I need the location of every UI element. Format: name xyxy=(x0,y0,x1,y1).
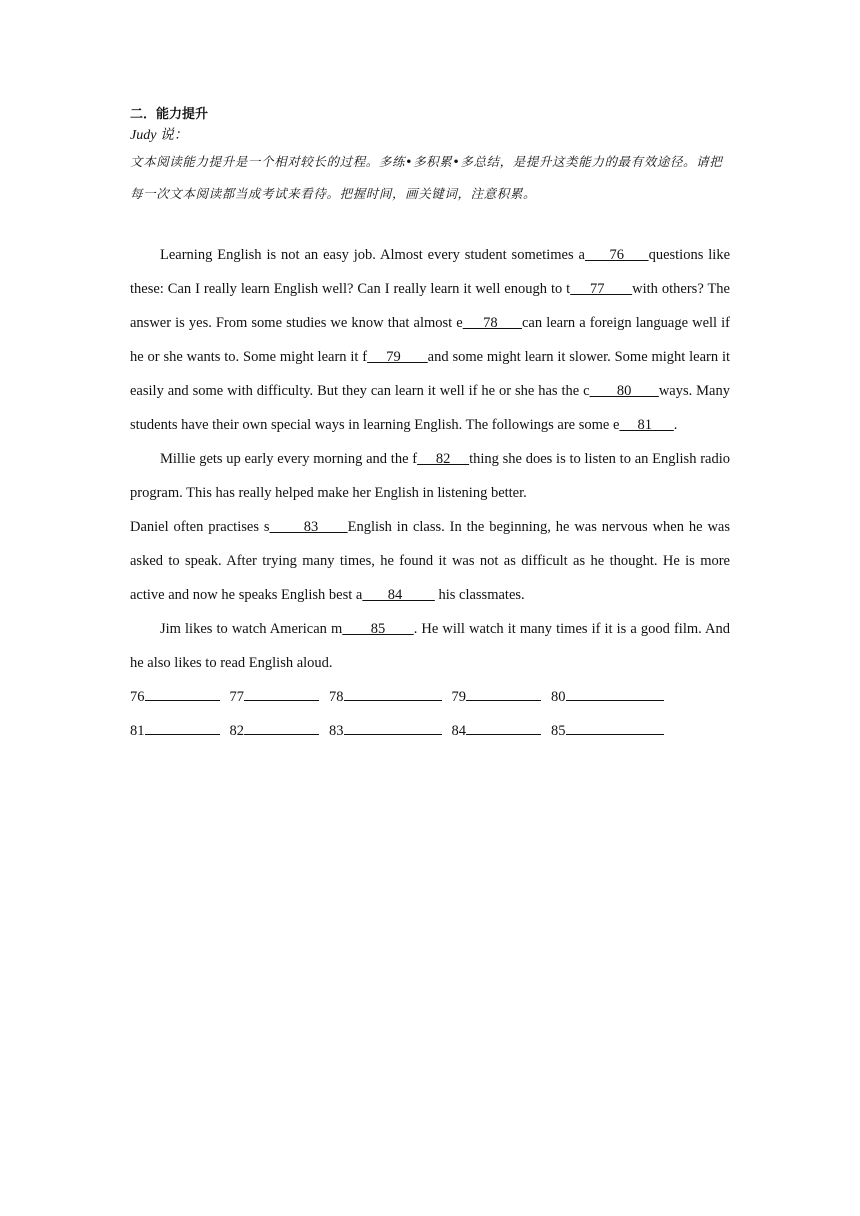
page-content xyxy=(130,104,730,748)
answer-item xyxy=(452,714,542,748)
intro-chinese-text: 文本阅读能力提升是一个相对较长的过程。多练•多积累•多总结，是提升这类能力的最有效途径。请把每一次文本阅读都当成考试来看待。把握时间，画关键词，注意积累。 xyxy=(130,154,723,201)
answer-number: 82 xyxy=(229,723,244,739)
passage-text: Millie gets up early every morning and the f xyxy=(160,451,418,467)
passage-text: English in class. In the beginning, he was nervous when he was asked to speak. After trying many times, he found it was not as difficult as he thought. He is more active and now he speaks English best a xyxy=(130,519,730,603)
blank-number: 84 xyxy=(362,587,435,603)
answer-number: 79 xyxy=(451,689,466,705)
answer-item xyxy=(329,680,442,714)
answer-blank-line[interactable] xyxy=(344,722,442,735)
answer-number: 76 xyxy=(130,689,145,705)
answer-blank-line[interactable] xyxy=(145,688,220,701)
blank-number: 85 xyxy=(342,621,414,637)
answer-blank-line[interactable] xyxy=(244,688,319,701)
passage-text: with others? The answer is yes. From some studies we know that almost e xyxy=(130,281,730,331)
blank-number: 80 xyxy=(589,383,659,399)
reading-passage xyxy=(130,238,730,680)
answer-blank-line[interactable] xyxy=(466,688,541,701)
passage-text: . xyxy=(673,417,678,433)
answer-number: 83 xyxy=(329,723,344,739)
answer-item xyxy=(230,680,320,714)
answer-item xyxy=(230,714,320,748)
section-title: 二．能力提升 xyxy=(130,107,209,122)
passage-text: can learn a foreign language well if he or she wants to. Some might learn it f xyxy=(130,315,730,365)
answer-item xyxy=(551,680,664,714)
blank-number: 78 xyxy=(462,315,522,331)
answer-number: 80 xyxy=(551,689,566,705)
passage-text: . He will watch it many times if it is a good film. And he also likes to read English aloud. xyxy=(130,621,730,671)
blank-number: 79 xyxy=(367,349,428,365)
passage-text: questions like these: Can I really learn English well? Can I really learn it well enough to t xyxy=(130,247,731,297)
answer-row-2 xyxy=(130,714,730,748)
answer-item xyxy=(130,714,220,748)
passage-text: and some might learn it slower. Some might learn it easily and some with difficulty. But they can learn it well if he or she has the c xyxy=(130,349,731,399)
passage-text: Daniel often practises s xyxy=(130,519,270,535)
judy-label: Judy 说： xyxy=(130,128,188,143)
answer-number: 84 xyxy=(451,723,466,739)
paragraph-1 xyxy=(130,238,730,442)
blank-number: 76 xyxy=(584,247,649,263)
answer-row-1 xyxy=(130,680,730,714)
paragraph-2 xyxy=(130,442,730,510)
passage-text: thing she does is to listen to an English radio program. This has really helped make her English in listening better. xyxy=(130,451,730,501)
answer-blank-line[interactable] xyxy=(145,722,220,735)
answer-item xyxy=(329,714,442,748)
answer-blank-line[interactable] xyxy=(566,688,664,701)
paragraph-4 xyxy=(130,612,730,680)
answer-blank-line[interactable] xyxy=(244,722,319,735)
passage-text: Jim likes to watch American m xyxy=(160,621,343,637)
answer-item xyxy=(551,714,664,748)
answer-item xyxy=(452,680,542,714)
answer-blank-line[interactable] xyxy=(466,722,541,735)
passage-text: Learning English is not an easy job. Almost every student sometimes a xyxy=(160,247,585,263)
answer-number: 81 xyxy=(130,723,145,739)
blank-number: 83 xyxy=(269,519,348,535)
blank-number: 82 xyxy=(417,451,470,467)
blank-number: 77 xyxy=(570,281,633,297)
passage-text: ways. Many students have their own special ways in learning English. The followings are some e xyxy=(130,383,730,433)
answer-sheet xyxy=(130,680,730,748)
blank-number: 81 xyxy=(619,417,674,433)
passage-text: his classmates. xyxy=(434,587,525,603)
answer-number: 78 xyxy=(329,689,344,705)
paragraph-3 xyxy=(130,510,730,612)
answer-number: 85 xyxy=(551,723,566,739)
answer-number: 77 xyxy=(229,689,244,705)
answer-item xyxy=(130,680,220,714)
answer-blank-line[interactable] xyxy=(566,722,664,735)
answer-blank-line[interactable] xyxy=(344,688,442,701)
